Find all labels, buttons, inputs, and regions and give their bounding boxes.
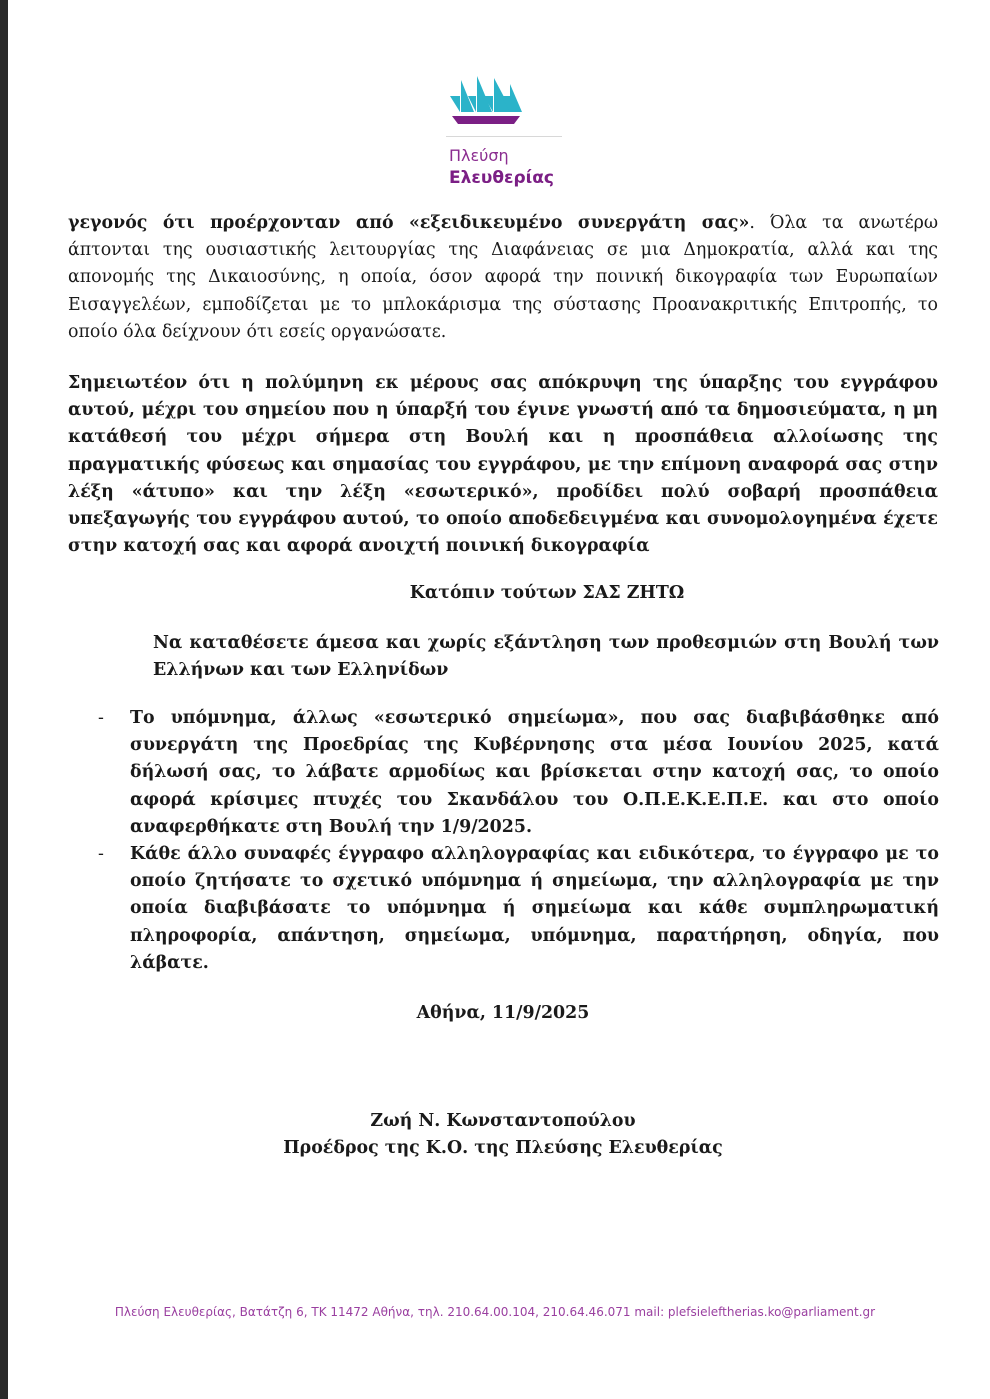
list-item-text: Κάθε άλλο συναφές έγγραφο αλληλογραφίας και ειδικότερα, το έγγραφο με το οποίο ζητήσατε το σχετικό υπόμνημα ή σημείωμα, την αλληλογραφία με την οποία διαβιβάσατε το υπόμνημα ή σημείωμα και κάθε συμπληρωματική πληροφορία, απάντηση, σημείωμα, υπόμνημα, παρατήρηση, οδηγία, που λάβατε.: [130, 844, 939, 973]
paragraph-1: [68, 210, 938, 346]
paragraph-2: Σημειωτέον ότι η πολύμηνη εκ μέρους σας απόκρυψη της ύπαρξης του εγγράφου αυτού, μέχρι του σημείου που η ύπαρξή του έγινε γνωστή από τα δημοσιεύματα, η μη κατάθεσή του μέχρι σήμερα στη Βουλή και η προσπάθεια αλλοίωσης της πραγματικής φύσεως και σημασίας του εγγράφου, με την επίμονη αναφορά σας στην λέξη «άτυπο» και την λέξη «εσωτερικό», προδίδει πολύ σοβαρή προσπάθεια υπεξαγωγής του εγγράφου αυτού, το οποίο αποδεδειγμένα και συνομολογημένα έχετε στην κατοχή σας και αφορά ανοιχτή ποινική δικογραφία: [68, 373, 938, 557]
logo-text-line1: Πλεύση: [449, 146, 509, 165]
list-item: [68, 705, 939, 841]
page-footer: Πλεύση Ελευθερίας, Βατάτζη 6, ΤΚ 11472 Αθήνα, τηλ. 210.64.00.104, 210.64.46.071 mail: plefsieleftherias.ko@parliament.gr: [114, 1305, 876, 1319]
party-logo: [446, 70, 566, 195]
list-item: [68, 841, 939, 977]
signature-name: Ζωή Ν. Κωνσταντοπούλου: [370, 1111, 636, 1131]
request-text: Να καταθέσετε άμεσα και χωρίς εξάντληση των προθεσμιών στη Βουλή των Ελλήνων και των Ελληνίδων: [153, 633, 939, 680]
request-heading: Κατόπιν τούτων ΣΑΣ ΖΗΤΩ: [409, 583, 685, 603]
signature-role: Προέδρος της Κ.Ο. της Πλεύσης Ελευθερίας: [283, 1138, 723, 1158]
request-list: [68, 705, 939, 977]
logo-text-line2: Ελευθερίας: [449, 168, 555, 188]
list-marker: -: [98, 844, 104, 865]
logo-divider: [446, 136, 562, 137]
list-marker: -: [98, 708, 104, 728]
list-item-text: Το υπόμνημα, άλλως «εσωτερικό σημείωμα», που σας διαβιβάσθηκε από συνεργάτη της Προεδρίας της Κυβέρνησης στα μέσα Ιουνίου 2025, κατά δήλωσή σας, το λάβατε αρμοδίως και βρίσκεται στην κατοχή σας, το οποίο αφορά κρίσιμες πτυχές του Σκανδάλου του Ο.Π.Ε.Κ.Ε.Π.Ε. και στο οποίο αναφερθήκατε στη Βουλή την 1/9/2025.: [130, 708, 939, 837]
paragraph-1-text: . Όλα τα ανωτέρω άπτονται της ουσιαστικής λειτουργίας της Διαφάνειας σε μια Δημοκρατία, αλλά και της απονομής της Δικαιοσύνης, η οποία, όσον αφορά την ποινική δικογραφία των Ευρωπαίων Εισαγγελέων, εμποδίζεται με το μπλοκάρισμα της σύστασης Προανακριτικής Επιτροπής, το οποίο όλα δείχνουν ότι εσείς οργανώσατε.: [68, 213, 938, 342]
document-date: Αθήνα, 11/9/2025: [416, 1003, 590, 1023]
page-edge: [0, 0, 8, 1399]
paragraph-1-bold: γεγονός ότι προέρχονταν από «εξειδικευμένο συνεργάτη σας»: [68, 213, 750, 233]
ship-sails-icon: [446, 70, 526, 130]
